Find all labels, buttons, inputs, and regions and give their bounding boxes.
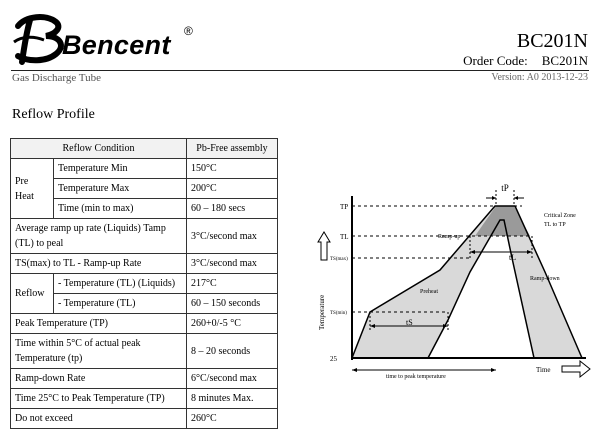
- time-to-peak-head-right: [491, 368, 496, 372]
- cell-temp-max: Temperature Max: [54, 179, 187, 199]
- cell-do-not-exceed: Do not exceed: [11, 409, 187, 429]
- label-ts: tS: [406, 318, 413, 327]
- label-tsmin: TS(min): [330, 311, 347, 316]
- table-row: [11, 219, 278, 254]
- row-group-reflow: Reflow: [11, 274, 54, 314]
- section-title: Reflow Profile: [12, 107, 95, 122]
- cell-time25-val: 8 minutes Max.: [187, 389, 278, 409]
- product-subtitle: Gas Discharge Tube: [12, 72, 102, 84]
- label-tsmax: TS(max): [330, 257, 348, 262]
- cell-temp-max-val: 200°C: [187, 179, 278, 199]
- cell-time-within-val: 8 – 20 seconds: [187, 334, 278, 369]
- cell-avg-ramp: Average ramp up rate (Liquids) Tamp (TL) to peal: [11, 219, 187, 254]
- cell-peak-temp: Peak Temperature (TP): [11, 314, 187, 334]
- table-row: [11, 274, 278, 294]
- table-row: [11, 369, 278, 389]
- label-25: 25: [330, 355, 337, 363]
- bencent-logo: [12, 12, 202, 68]
- cell-rampdown-val: 6°C/second max: [187, 369, 278, 389]
- time-hollow-arrow: [562, 361, 590, 377]
- order-code-label: Order Code:: [463, 53, 528, 68]
- reflow-table: [10, 138, 278, 429]
- cell-reflow-temp-val: 217°C: [187, 274, 278, 294]
- profile-fill: [352, 206, 582, 358]
- label-ramp-up: Ramp-up: [438, 234, 461, 240]
- cell-avg-ramp-val: 3°C/second max: [187, 219, 278, 254]
- table-row: [11, 159, 278, 179]
- label-critical-range: TL to TP: [544, 222, 566, 228]
- reflow-profile-diagram: [300, 180, 592, 380]
- row-group-preheat: Pre Heat: [11, 159, 54, 219]
- table-row: [11, 389, 278, 409]
- table-row: [11, 254, 278, 274]
- label-tp: TP: [340, 203, 349, 211]
- cell-reflow-temp: - Temperature (TL) (Liquids): [54, 274, 187, 294]
- time-to-peak-head-left: [352, 368, 357, 372]
- cell-ts-ramp-val: 3°C/second max: [187, 254, 278, 274]
- order-code: [463, 53, 588, 69]
- header-divider: [11, 70, 589, 71]
- label-y-axis: Temperature: [318, 294, 326, 330]
- cell-rampdown: Ramp-down Rate: [11, 369, 187, 389]
- cell-temp-min: Temperature Min: [54, 159, 187, 179]
- table-header-row: [11, 139, 278, 159]
- cell-time: Time (min to max): [54, 199, 187, 219]
- cell-time-within: Time within 5°C of actual peak Temperature (tp): [11, 334, 187, 369]
- label-ramp-down: Ramp-down: [530, 276, 560, 282]
- cell-reflow-time: - Temperature (TL): [54, 294, 187, 314]
- label-tl: TL: [340, 233, 349, 241]
- registered-mark: ®: [184, 24, 193, 38]
- cell-ts-ramp: TS(max) to TL - Ramp-up Rate: [11, 254, 187, 274]
- table-row: [11, 409, 278, 429]
- cell-reflow-time-val: 60 – 150 seconds: [187, 294, 278, 314]
- tp-arrow-head-left: [492, 196, 496, 200]
- bencent-logo-mark: [12, 12, 68, 68]
- cell-do-not-exceed-val: 260°C: [187, 409, 278, 429]
- label-time: Time: [536, 366, 551, 374]
- table-row: [11, 334, 278, 369]
- label-tp-top: tP: [501, 183, 509, 193]
- version-info: Version: A0 2013-12-23: [491, 72, 588, 83]
- brand-name: Bencent: [62, 30, 171, 60]
- order-code-value: BC201N: [541, 53, 588, 68]
- label-tl-time: tL: [509, 253, 517, 262]
- cell-time-val: 60 – 180 secs: [187, 199, 278, 219]
- cell-peak-temp-val: 260+0/-5 °C: [187, 314, 278, 334]
- table-row: [11, 314, 278, 334]
- col-header-condition: Reflow Condition: [11, 139, 187, 159]
- y-axis-hollow-arrow: [318, 232, 330, 260]
- col-header-assembly: Pb-Free assembly: [187, 139, 278, 159]
- cell-temp-min-val: 150°C: [187, 159, 278, 179]
- label-critical-zone: Critical Zone: [544, 213, 576, 219]
- label-time-to-peak: time to peak temperature: [386, 374, 446, 380]
- label-preheat: Preheat: [420, 289, 438, 295]
- model-number: BC201N: [516, 30, 588, 52]
- tp-arrow-head-right: [514, 196, 518, 200]
- cell-time25: Time 25°C to Peak Temperature (TP): [11, 389, 187, 409]
